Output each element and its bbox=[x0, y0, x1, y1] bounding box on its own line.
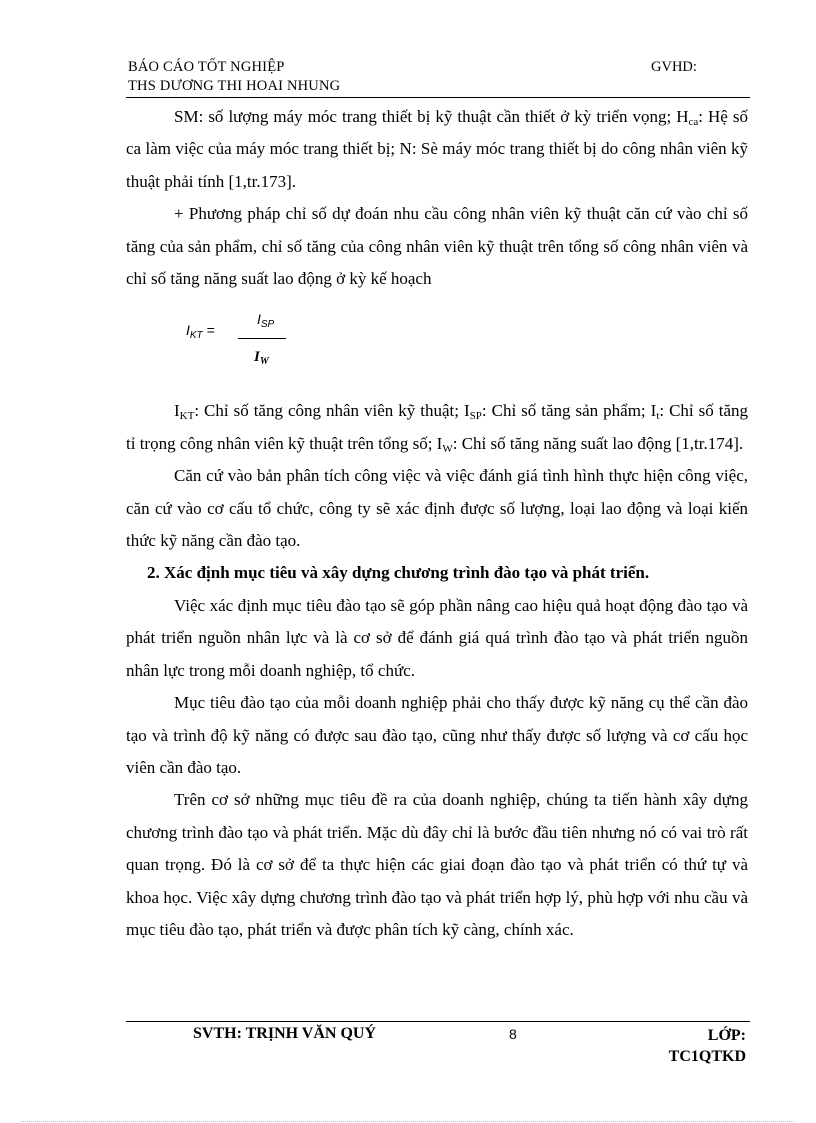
formula-num-subscript: SP bbox=[260, 319, 275, 331]
formula-ikt bbox=[126, 297, 748, 375]
footer-class-code: TC1QTKD bbox=[668, 1048, 746, 1065]
formula-lhs-subscript: KT bbox=[189, 330, 203, 342]
header-title-line2: THS DƯƠNG THI HOAI NHUNG bbox=[128, 78, 341, 94]
footer-class-label: LỚP: bbox=[707, 1027, 746, 1044]
formula-lhs-symbol: I bbox=[186, 322, 190, 339]
p1-text-b: : Hệ số ca làm việc của máy móc trang thiết bị; N: Sè máy móc trang thiết bị do công nhân viên kỹ thuật phải tính [1,tr.173]. bbox=[126, 107, 748, 191]
formula-denominator bbox=[254, 341, 269, 378]
formula-den-subscript: W bbox=[259, 356, 269, 368]
paragraph-index-method: + Phương pháp chỉ số dự đoán nhu cầu công nhân viên kỹ thuật căn cứ vào chỉ số tăng của sản phẩm, chỉ số tăng của công nhân viên kỹ thuật trên tổng số công nhân viên và chỉ số tăng năng suất lao động ở kỳ kế hoạch bbox=[126, 204, 748, 289]
formula-fraction-bar bbox=[238, 338, 286, 339]
legend-ikt-sub: KT bbox=[179, 410, 195, 423]
paragraph-program-building: Trên cơ sở những mục tiêu đề ra của doanh nghiệp, chúng ta tiến hành xây dựng chương trình đào tạo và phát triển. Mặc dù đây chỉ là bước đầu tiên nhưng nó có vai trò rất quan trọng. Đó là cơ sở để ta thực hiện các giai đoạn đào tạo và phát triển có thứ tự và khoa học. Việc xây dựng chương trình đào tạo và phát triển hợp lý, phù hợp với nhu cầu và mục tiêu đào tạo, phát triển và được phân tích kỹ càng, chính xác. bbox=[126, 790, 748, 939]
footer-rule bbox=[126, 1021, 750, 1022]
formula-equals: = bbox=[202, 322, 215, 339]
header-title-line1: BÁO CÁO TỐT NGHIỆP bbox=[128, 59, 285, 75]
section-heading-2: 2. Xác định mục tiêu và xây dựng chương trình đào tạo và phát triển. bbox=[147, 563, 650, 583]
formula-num-symbol: I bbox=[257, 311, 261, 328]
page-body bbox=[126, 101, 748, 946]
paragraph-training-goals: Mục tiêu đào tạo của mỗi doanh nghiệp phải cho thấy được kỹ năng cụ thể cần đào tạo và trình độ kỹ năng có được sau đào tạo, cũng như thấy được số lượng và cơ cấu học viên cần đào tạo. bbox=[126, 693, 748, 777]
paragraph-objectives: Việc xác định mục tiêu đào tạo sẽ góp phần nâng cao hiệu quả hoạt động đào tạo và phát triển nguồn nhân lực và là cơ sở để đánh giá quá trình đào tạo và phát triển nguồn nhân lực trong mỗi doanh nghiệp, tổ chức. bbox=[126, 595, 748, 680]
legend-ikt: I bbox=[174, 401, 180, 421]
paragraph-sm-definition bbox=[126, 101, 748, 198]
page-header-title bbox=[128, 58, 340, 96]
formula-numerator bbox=[257, 303, 274, 341]
footer-class bbox=[669, 1025, 746, 1067]
legend-iw-sub: W bbox=[442, 442, 453, 455]
legend-text-4: : Chỉ số tăng tỉ trọng công nhân viên kỹ thuật trên tổng số; I bbox=[126, 401, 749, 453]
footer-student: SVTH: TRỊNH VĂN QUÝ bbox=[193, 1025, 376, 1042]
paragraph-formula-legend bbox=[126, 395, 748, 460]
page-bottom-edge bbox=[22, 1121, 794, 1122]
p1-text-a: SM: số lượng máy móc trang thiết bị kỹ thuật cần thiết ở kỳ triển vọng; H bbox=[174, 107, 689, 126]
legend-isp-sub: SP bbox=[469, 410, 482, 423]
legend-it-sub: t bbox=[656, 410, 660, 423]
header-supervisor-label: GVHD: bbox=[651, 59, 697, 75]
legend-text-5: : Chỉ số tăng năng suất lao động [1,tr.174]. bbox=[452, 433, 744, 453]
legend-text-2: : Chỉ số tăng công nhân viên kỹ thuật; I bbox=[194, 401, 470, 421]
p1-subscript: ca bbox=[688, 116, 699, 128]
formula-den-symbol: I bbox=[254, 349, 260, 366]
page-number: 8 bbox=[509, 1026, 517, 1042]
header-rule bbox=[126, 97, 750, 98]
formula-lhs bbox=[186, 314, 215, 352]
legend-text-3: : Chỉ số tăng sản phẩm; I bbox=[481, 401, 657, 421]
paragraph-job-analysis: Căn cứ vào bản phân tích công việc và việc đánh giá tình hình thực hiện công việc, căn cứ vào cơ cấu tổ chức, công ty sẽ xác định được số lượng, loại lao động và loại kiến thức kỹ năng cần đào tạo. bbox=[126, 466, 748, 551]
